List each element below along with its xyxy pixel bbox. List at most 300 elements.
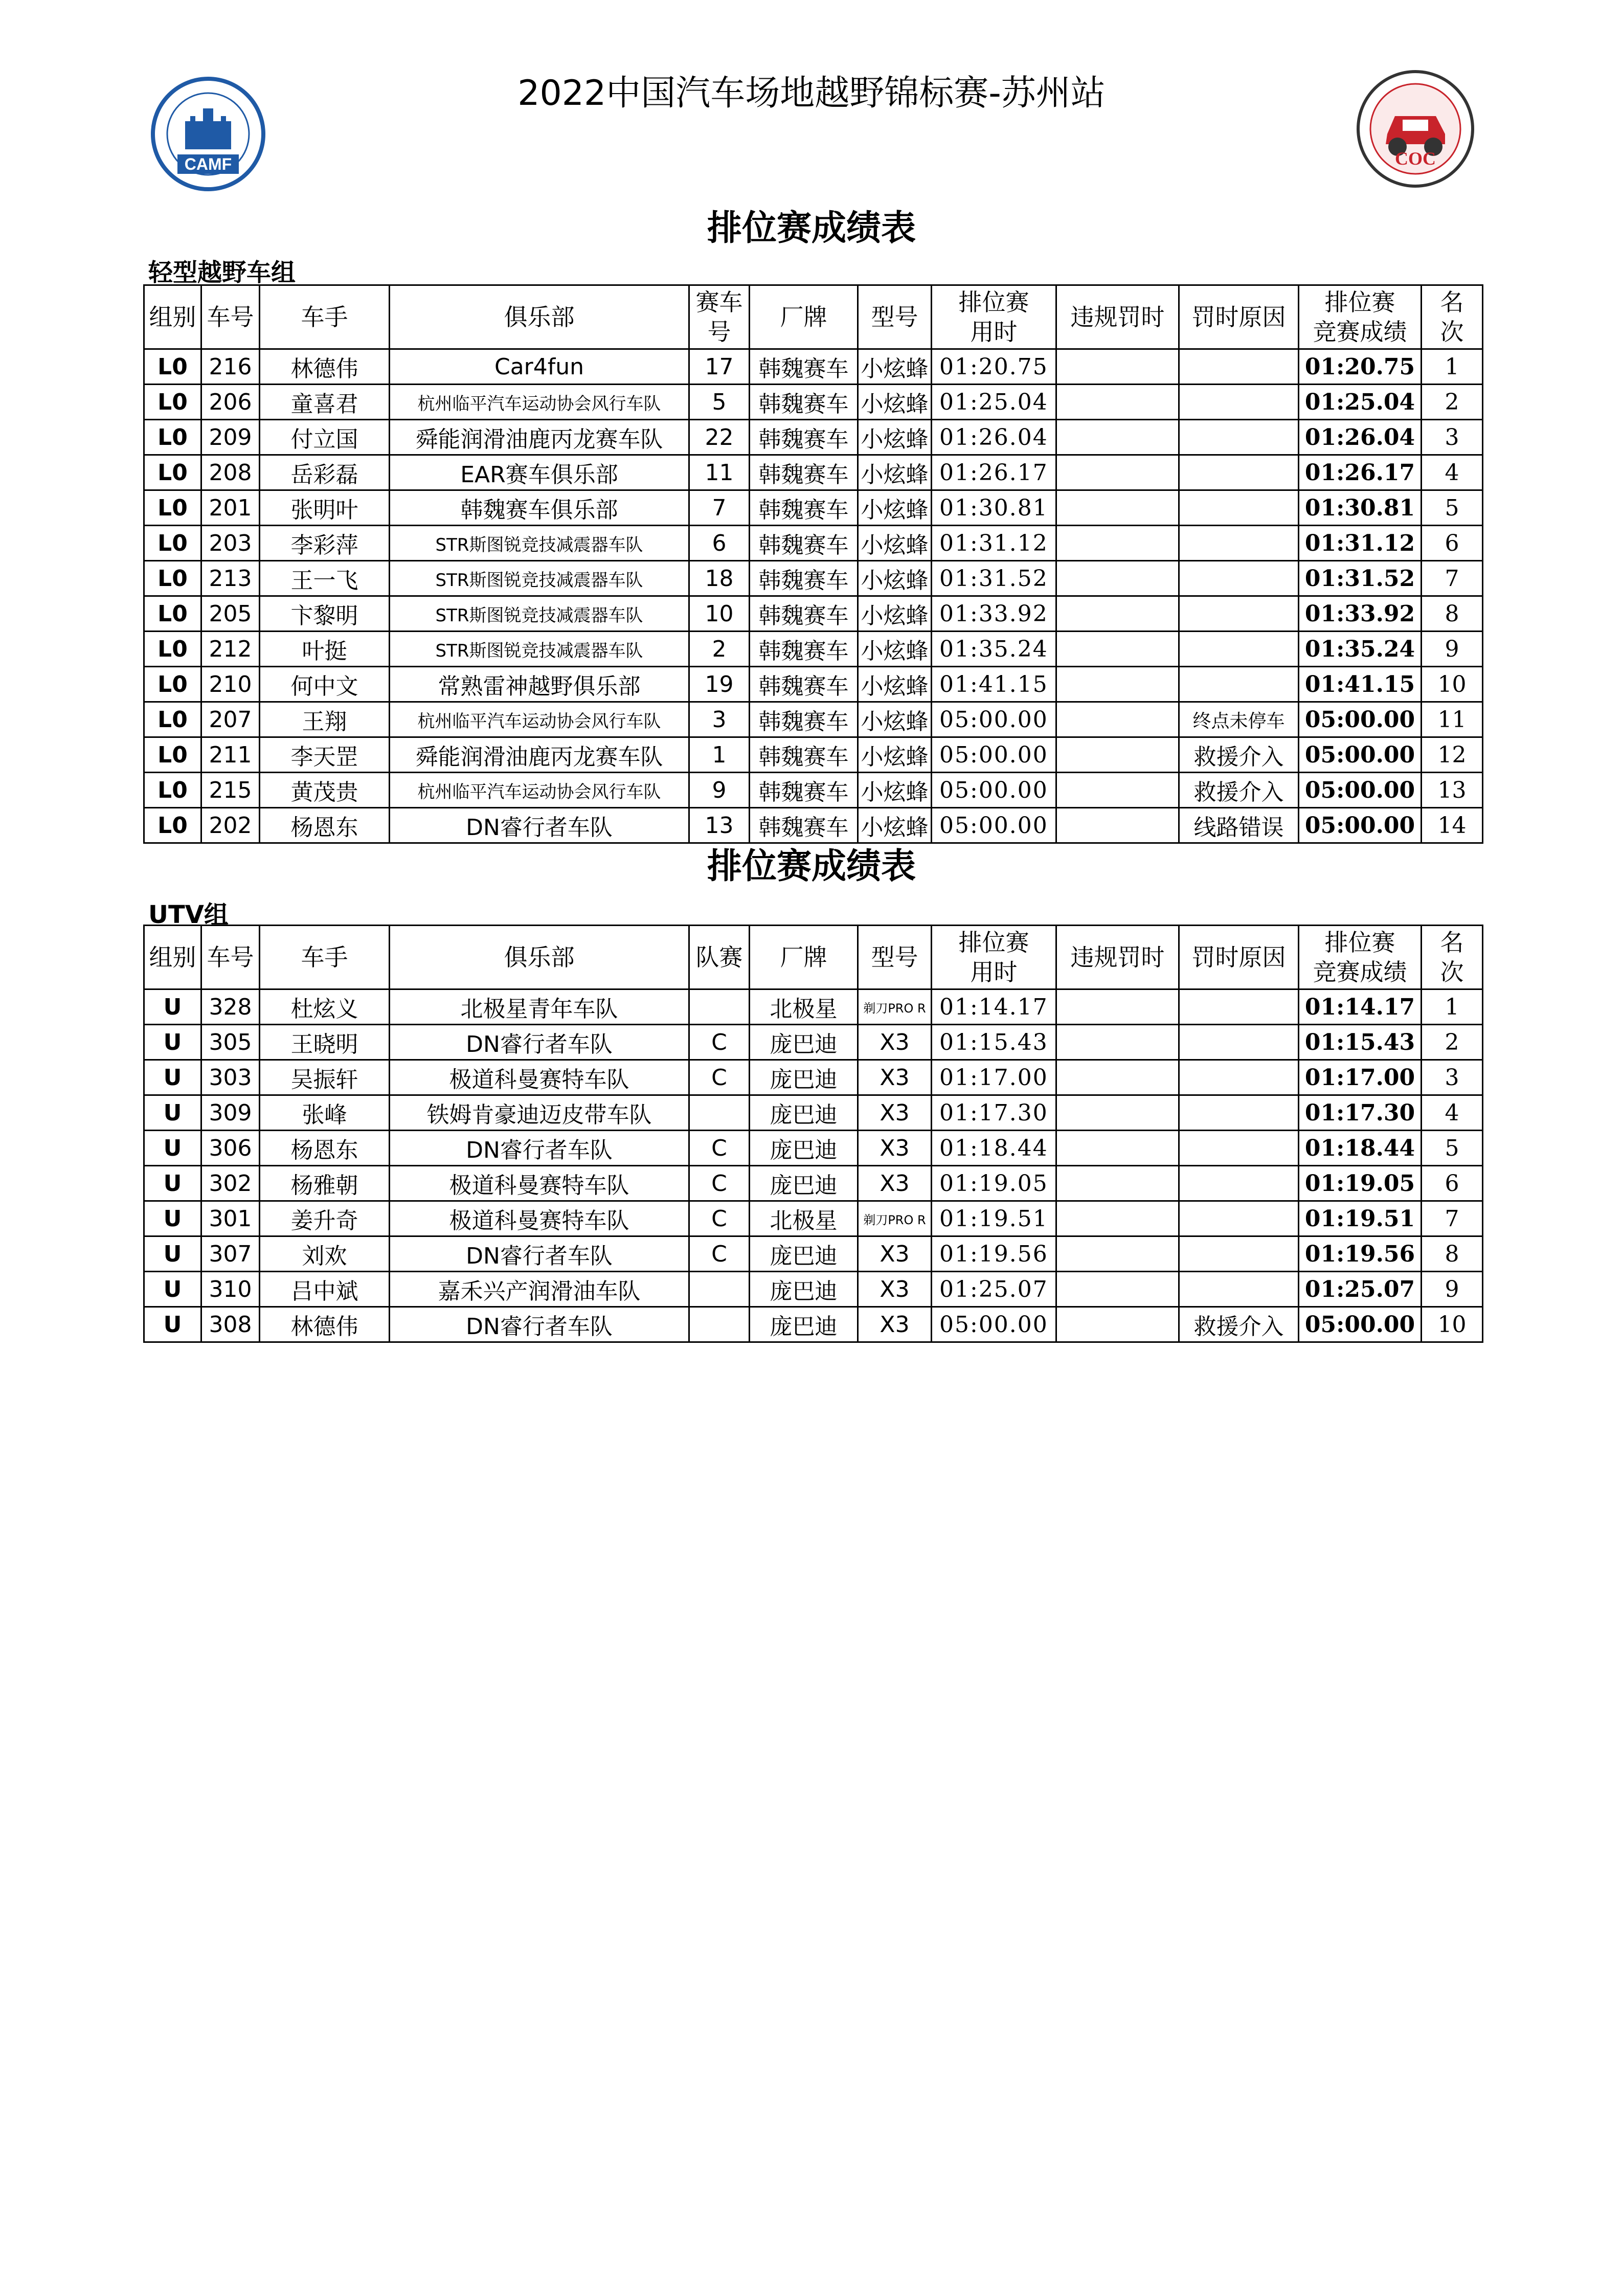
column-header-penalty-reason: 罚时原因	[1179, 926, 1299, 989]
cell-model: 小炫蜂	[858, 455, 932, 490]
column-header-car-number: 车号	[201, 926, 260, 989]
table-header-row	[144, 285, 1483, 349]
table-row	[144, 808, 1483, 843]
cell-brand: 韩魏赛车	[750, 526, 858, 561]
cell-qual-time: 05:00.00	[932, 702, 1056, 737]
cell-club: STR斯图锐竞技减震器车队	[390, 561, 689, 596]
cell-rank: 9	[1422, 632, 1483, 667]
cell-car-number: 306	[201, 1131, 260, 1166]
cell-penalty	[1056, 490, 1179, 526]
cell-seq	[689, 989, 750, 1025]
cell-model: 小炫蜂	[858, 632, 932, 667]
cell-penalty-reason	[1179, 1131, 1299, 1166]
table-row	[144, 702, 1483, 737]
results-table-utv	[143, 925, 1483, 1343]
cell-club: 极道科曼赛特车队	[390, 1201, 689, 1236]
cell-group: U	[144, 1307, 201, 1342]
cell-model: X3	[858, 1060, 932, 1095]
cell-rank: 2	[1422, 385, 1483, 420]
cell-model: X3	[858, 1095, 932, 1131]
cell-club: 嘉禾兴产润滑油车队	[390, 1272, 689, 1307]
column-header-club: 俱乐部	[390, 926, 689, 989]
cell-driver: 吴振轩	[260, 1060, 390, 1095]
cell-rank: 6	[1422, 526, 1483, 561]
cell-qual-time: 01:41.15	[932, 667, 1056, 702]
cell-rank: 8	[1422, 596, 1483, 632]
cell-car-number: 309	[201, 1095, 260, 1131]
cell-rank: 3	[1422, 420, 1483, 455]
cell-club: 极道科曼赛特车队	[390, 1060, 689, 1095]
cell-final-result: 01:30.81	[1299, 490, 1422, 526]
cell-penalty	[1056, 737, 1179, 773]
cell-qual-time: 01:25.07	[932, 1272, 1056, 1307]
section2-subtitle: 排位赛成绩表	[707, 846, 916, 887]
cell-driver: 杨恩东	[260, 808, 390, 843]
cell-model: 小炫蜂	[858, 596, 932, 632]
cell-final-result: 01:33.92	[1299, 596, 1422, 632]
column-header-penalty: 违规罚时	[1056, 285, 1179, 349]
cell-seq: 17	[689, 349, 750, 385]
cell-seq: C	[689, 1201, 750, 1236]
cell-driver: 王晓明	[260, 1025, 390, 1060]
cell-car-number: 308	[201, 1307, 260, 1342]
cell-final-result: 05:00.00	[1299, 702, 1422, 737]
cell-rank: 5	[1422, 490, 1483, 526]
table-row	[144, 420, 1483, 455]
cell-penalty	[1056, 1095, 1179, 1131]
cell-qual-time: 05:00.00	[932, 737, 1056, 773]
column-header-car-number: 车号	[201, 285, 260, 349]
cell-rank: 6	[1422, 1166, 1483, 1201]
table-row	[144, 561, 1483, 596]
cell-driver: 何中文	[260, 667, 390, 702]
column-header-brand: 厂牌	[750, 285, 858, 349]
cell-brand: 韩魏赛车	[750, 490, 858, 526]
cell-group: L0	[144, 773, 201, 808]
cell-group: U	[144, 1060, 201, 1095]
camf-logo	[149, 73, 267, 195]
cell-rank: 3	[1422, 1060, 1483, 1095]
cell-penalty-reason	[1179, 1060, 1299, 1095]
cell-penalty-reason	[1179, 1236, 1299, 1272]
table-row	[144, 989, 1483, 1025]
cell-penalty-reason	[1179, 1272, 1299, 1307]
cell-penalty	[1056, 808, 1179, 843]
cell-brand: 韩魏赛车	[750, 420, 858, 455]
cell-final-result: 01:19.56	[1299, 1236, 1422, 1272]
cell-driver: 杨雅朝	[260, 1166, 390, 1201]
cell-model: 小炫蜂	[858, 385, 932, 420]
cell-car-number: 302	[201, 1166, 260, 1201]
cell-penalty-reason: 终点未停车	[1179, 702, 1299, 737]
cell-penalty	[1056, 1131, 1179, 1166]
cell-club: 杭州临平汽车运动协会风行车队	[390, 385, 689, 420]
column-header-qual-time: 排位赛 用时	[932, 926, 1056, 989]
cell-penalty-reason	[1179, 455, 1299, 490]
cell-penalty-reason	[1179, 526, 1299, 561]
cell-model: 小炫蜂	[858, 808, 932, 843]
column-header-penalty: 违规罚时	[1056, 926, 1179, 989]
table-row	[144, 1272, 1483, 1307]
cell-brand: 庞巴迪	[750, 1236, 858, 1272]
cell-rank: 7	[1422, 561, 1483, 596]
table-row	[144, 1201, 1483, 1236]
cell-club: DN睿行者车队	[390, 808, 689, 843]
cell-final-result: 01:25.04	[1299, 385, 1422, 420]
cell-model: X3	[858, 1236, 932, 1272]
cell-qual-time: 05:00.00	[932, 1307, 1056, 1342]
cell-rank: 7	[1422, 1201, 1483, 1236]
cell-driver: 杜炫义	[260, 989, 390, 1025]
column-header-penalty-reason: 罚时原因	[1179, 285, 1299, 349]
cell-group: L0	[144, 808, 201, 843]
cell-driver: 林德伟	[260, 1307, 390, 1342]
cell-club: 杭州临平汽车运动协会风行车队	[390, 702, 689, 737]
cell-penalty-reason: 救援介入	[1179, 773, 1299, 808]
cell-group: U	[144, 1272, 201, 1307]
cell-model: 剃刀PRO R	[858, 989, 932, 1025]
cell-seq	[689, 1307, 750, 1342]
column-header-final-result: 排位赛 竞赛成绩	[1299, 285, 1422, 349]
cell-club: DN睿行者车队	[390, 1236, 689, 1272]
cell-seq: 6	[689, 526, 750, 561]
cell-penalty	[1056, 385, 1179, 420]
cell-penalty-reason: 救援介入	[1179, 737, 1299, 773]
cell-seq: 19	[689, 667, 750, 702]
cell-rank: 5	[1422, 1131, 1483, 1166]
cell-penalty	[1056, 1307, 1179, 1342]
cell-qual-time: 01:20.75	[932, 349, 1056, 385]
table-row	[144, 349, 1483, 385]
cell-driver: 杨恩东	[260, 1131, 390, 1166]
section1-subtitle: 排位赛成绩表	[707, 208, 916, 249]
cell-club: DN睿行者车队	[390, 1307, 689, 1342]
cell-car-number: 209	[201, 420, 260, 455]
column-header-seq: 队赛	[689, 926, 750, 989]
cell-group: L0	[144, 490, 201, 526]
cell-club: 舜能润滑油鹿丙龙赛车队	[390, 737, 689, 773]
table-row	[144, 1166, 1483, 1201]
cell-rank: 12	[1422, 737, 1483, 773]
cell-penalty-reason	[1179, 596, 1299, 632]
cell-model: 小炫蜂	[858, 737, 932, 773]
cell-group: U	[144, 1131, 201, 1166]
cell-seq: 9	[689, 773, 750, 808]
table-row	[144, 596, 1483, 632]
cell-qual-time: 01:19.51	[932, 1201, 1056, 1236]
cell-driver: 李彩萍	[260, 526, 390, 561]
cell-penalty-reason	[1179, 1095, 1299, 1131]
cell-final-result: 01:19.51	[1299, 1201, 1422, 1236]
cell-seq	[689, 1272, 750, 1307]
cell-penalty-reason	[1179, 420, 1299, 455]
cell-penalty	[1056, 596, 1179, 632]
cell-model: X3	[858, 1307, 932, 1342]
cell-brand: 韩魏赛车	[750, 737, 858, 773]
cell-brand: 韩魏赛车	[750, 632, 858, 667]
cell-penalty	[1056, 773, 1179, 808]
section1-group-label: 轻型越野车组	[148, 258, 296, 287]
cell-driver: 王翔	[260, 702, 390, 737]
cell-qual-time: 01:14.17	[932, 989, 1056, 1025]
cell-model: X3	[858, 1166, 932, 1201]
cell-group: L0	[144, 420, 201, 455]
cell-car-number: 210	[201, 667, 260, 702]
cell-final-result: 01:35.24	[1299, 632, 1422, 667]
column-header-group: 组别	[144, 926, 201, 989]
cell-qual-time: 01:17.00	[932, 1060, 1056, 1095]
cell-group: U	[144, 1201, 201, 1236]
cell-group: U	[144, 1166, 201, 1201]
table-row	[144, 455, 1483, 490]
cell-penalty	[1056, 526, 1179, 561]
cell-penalty-reason: 救援介入	[1179, 1307, 1299, 1342]
cell-final-result: 01:17.30	[1299, 1095, 1422, 1131]
cell-penalty	[1056, 667, 1179, 702]
cell-brand: 韩魏赛车	[750, 561, 858, 596]
cell-driver: 李天罡	[260, 737, 390, 773]
cell-model: 小炫蜂	[858, 490, 932, 526]
column-header-seq: 赛车号	[689, 285, 750, 349]
cell-club: STR斯图锐竞技减震器车队	[390, 526, 689, 561]
cell-car-number: 207	[201, 702, 260, 737]
coc-logo	[1354, 67, 1477, 190]
cell-rank: 1	[1422, 989, 1483, 1025]
cell-model: 小炫蜂	[858, 349, 932, 385]
column-header-rank: 名 次	[1422, 285, 1483, 349]
cell-model: X3	[858, 1131, 932, 1166]
page-title: 2022中国汽车场地越野锦标赛-苏州站	[517, 73, 1106, 114]
cell-seq: C	[689, 1060, 750, 1095]
cell-group: L0	[144, 596, 201, 632]
cell-model: 小炫蜂	[858, 773, 932, 808]
cell-penalty	[1056, 561, 1179, 596]
cell-qual-time: 01:31.52	[932, 561, 1056, 596]
cell-car-number: 213	[201, 561, 260, 596]
cell-penalty	[1056, 702, 1179, 737]
cell-driver: 黄茂贵	[260, 773, 390, 808]
table-row	[144, 667, 1483, 702]
cell-rank: 10	[1422, 667, 1483, 702]
cell-qual-time: 01:18.44	[932, 1131, 1056, 1166]
cell-qual-time: 01:35.24	[932, 632, 1056, 667]
cell-car-number: 206	[201, 385, 260, 420]
cell-car-number: 212	[201, 632, 260, 667]
cell-penalty-reason	[1179, 349, 1299, 385]
cell-model: X3	[858, 1272, 932, 1307]
cell-car-number: 305	[201, 1025, 260, 1060]
cell-penalty-reason: 线路错误	[1179, 808, 1299, 843]
cell-brand: 庞巴迪	[750, 1025, 858, 1060]
cell-penalty-reason	[1179, 989, 1299, 1025]
cell-car-number: 310	[201, 1272, 260, 1307]
cell-rank: 9	[1422, 1272, 1483, 1307]
cell-driver: 姜升奇	[260, 1201, 390, 1236]
cell-qual-time: 01:26.04	[932, 420, 1056, 455]
cell-final-result: 01:25.07	[1299, 1272, 1422, 1307]
cell-model: 小炫蜂	[858, 561, 932, 596]
cell-brand: 韩魏赛车	[750, 808, 858, 843]
cell-penalty	[1056, 1166, 1179, 1201]
table-row	[144, 1131, 1483, 1166]
cell-rank: 1	[1422, 349, 1483, 385]
cell-seq: 13	[689, 808, 750, 843]
cell-seq: 11	[689, 455, 750, 490]
cell-car-number: 216	[201, 349, 260, 385]
cell-seq: 22	[689, 420, 750, 455]
cell-brand: 庞巴迪	[750, 1166, 858, 1201]
cell-final-result: 05:00.00	[1299, 808, 1422, 843]
cell-final-result: 01:31.12	[1299, 526, 1422, 561]
cell-club: STR斯图锐竞技减震器车队	[390, 632, 689, 667]
table-row	[144, 1025, 1483, 1060]
cell-penalty-reason	[1179, 490, 1299, 526]
cell-final-result: 01:17.00	[1299, 1060, 1422, 1095]
cell-brand: 北极星	[750, 989, 858, 1025]
table-row	[144, 490, 1483, 526]
cell-penalty-reason	[1179, 1201, 1299, 1236]
cell-final-result: 05:00.00	[1299, 737, 1422, 773]
cell-club: 杭州临平汽车运动协会风行车队	[390, 773, 689, 808]
cell-club: DN睿行者车队	[390, 1131, 689, 1166]
table-row	[144, 737, 1483, 773]
cell-penalty	[1056, 1201, 1179, 1236]
cell-driver: 刘欢	[260, 1236, 390, 1272]
cell-car-number: 301	[201, 1201, 260, 1236]
cell-car-number: 203	[201, 526, 260, 561]
cell-final-result: 01:31.52	[1299, 561, 1422, 596]
cell-group: U	[144, 1025, 201, 1060]
cell-club: Car4fun	[390, 349, 689, 385]
cell-qual-time: 01:33.92	[932, 596, 1056, 632]
cell-final-result: 01:14.17	[1299, 989, 1422, 1025]
cell-model: 小炫蜂	[858, 420, 932, 455]
cell-penalty	[1056, 455, 1179, 490]
table-row	[144, 632, 1483, 667]
cell-seq: C	[689, 1025, 750, 1060]
cell-penalty-reason	[1179, 561, 1299, 596]
cell-group: L0	[144, 667, 201, 702]
cell-rank: 11	[1422, 702, 1483, 737]
table-row	[144, 385, 1483, 420]
cell-car-number: 328	[201, 989, 260, 1025]
cell-rank: 2	[1422, 1025, 1483, 1060]
cell-seq: 5	[689, 385, 750, 420]
cell-model: 剃刀PRO R	[858, 1201, 932, 1236]
column-header-group: 组别	[144, 285, 201, 349]
column-header-model: 型号	[858, 285, 932, 349]
cell-qual-time: 01:19.56	[932, 1236, 1056, 1272]
cell-penalty	[1056, 1272, 1179, 1307]
cell-car-number: 215	[201, 773, 260, 808]
cell-club: 铁姆肯豪迪迈皮带车队	[390, 1095, 689, 1131]
cell-driver: 林德伟	[260, 349, 390, 385]
cell-club: DN睿行者车队	[390, 1025, 689, 1060]
cell-final-result: 05:00.00	[1299, 1307, 1422, 1342]
cell-brand: 庞巴迪	[750, 1095, 858, 1131]
cell-seq	[689, 1095, 750, 1131]
cell-final-result: 01:20.75	[1299, 349, 1422, 385]
cell-rank: 8	[1422, 1236, 1483, 1272]
cell-group: L0	[144, 702, 201, 737]
table-row	[144, 1307, 1483, 1342]
cell-club: 常熟雷神越野俱乐部	[390, 667, 689, 702]
cell-final-result: 01:41.15	[1299, 667, 1422, 702]
table-row	[144, 773, 1483, 808]
cell-group: L0	[144, 561, 201, 596]
cell-brand: 韩魏赛车	[750, 349, 858, 385]
cell-group: L0	[144, 455, 201, 490]
cell-driver: 王一飞	[260, 561, 390, 596]
cell-final-result: 01:18.44	[1299, 1131, 1422, 1166]
cell-car-number: 307	[201, 1236, 260, 1272]
cell-final-result: 01:26.17	[1299, 455, 1422, 490]
cell-penalty-reason	[1179, 1025, 1299, 1060]
results-table-light	[143, 284, 1483, 844]
cell-model: X3	[858, 1025, 932, 1060]
table-row	[144, 1236, 1483, 1272]
cell-car-number: 211	[201, 737, 260, 773]
column-header-model: 型号	[858, 926, 932, 989]
cell-rank: 13	[1422, 773, 1483, 808]
cell-driver: 张明叶	[260, 490, 390, 526]
cell-penalty-reason	[1179, 667, 1299, 702]
cell-driver: 叶挺	[260, 632, 390, 667]
cell-group: U	[144, 1095, 201, 1131]
column-header-brand: 厂牌	[750, 926, 858, 989]
cell-seq: C	[689, 1131, 750, 1166]
cell-car-number: 303	[201, 1060, 260, 1095]
cell-seq: C	[689, 1236, 750, 1272]
cell-qual-time: 01:25.04	[932, 385, 1056, 420]
cell-penalty-reason	[1179, 385, 1299, 420]
cell-penalty	[1056, 1060, 1179, 1095]
table-row	[144, 1060, 1483, 1095]
cell-driver: 张峰	[260, 1095, 390, 1131]
cell-club: STR斯图锐竞技减震器车队	[390, 596, 689, 632]
cell-seq: 7	[689, 490, 750, 526]
column-header-rank: 名 次	[1422, 926, 1483, 989]
cell-seq: 2	[689, 632, 750, 667]
cell-brand: 庞巴迪	[750, 1060, 858, 1095]
cell-qual-time: 01:26.17	[932, 455, 1056, 490]
cell-driver: 付立国	[260, 420, 390, 455]
cell-group: L0	[144, 632, 201, 667]
cell-brand: 庞巴迪	[750, 1307, 858, 1342]
cell-model: 小炫蜂	[858, 526, 932, 561]
cell-brand: 韩魏赛车	[750, 773, 858, 808]
cell-brand: 韩魏赛车	[750, 385, 858, 420]
cell-final-result: 01:15.43	[1299, 1025, 1422, 1060]
cell-club: 韩魏赛车俱乐部	[390, 490, 689, 526]
cell-brand: 韩魏赛车	[750, 667, 858, 702]
cell-final-result: 01:19.05	[1299, 1166, 1422, 1201]
cell-qual-time: 01:15.43	[932, 1025, 1056, 1060]
cell-penalty	[1056, 349, 1179, 385]
cell-club: EAR赛车俱乐部	[390, 455, 689, 490]
table-row	[144, 1095, 1483, 1131]
table-header-row	[144, 926, 1483, 989]
cell-qual-time: 05:00.00	[932, 808, 1056, 843]
cell-car-number: 205	[201, 596, 260, 632]
cell-seq: 10	[689, 596, 750, 632]
cell-driver: 卞黎明	[260, 596, 390, 632]
cell-penalty-reason	[1179, 632, 1299, 667]
cell-penalty	[1056, 989, 1179, 1025]
column-header-driver: 车手	[260, 926, 390, 989]
cell-driver: 岳彩磊	[260, 455, 390, 490]
cell-penalty-reason	[1179, 1166, 1299, 1201]
